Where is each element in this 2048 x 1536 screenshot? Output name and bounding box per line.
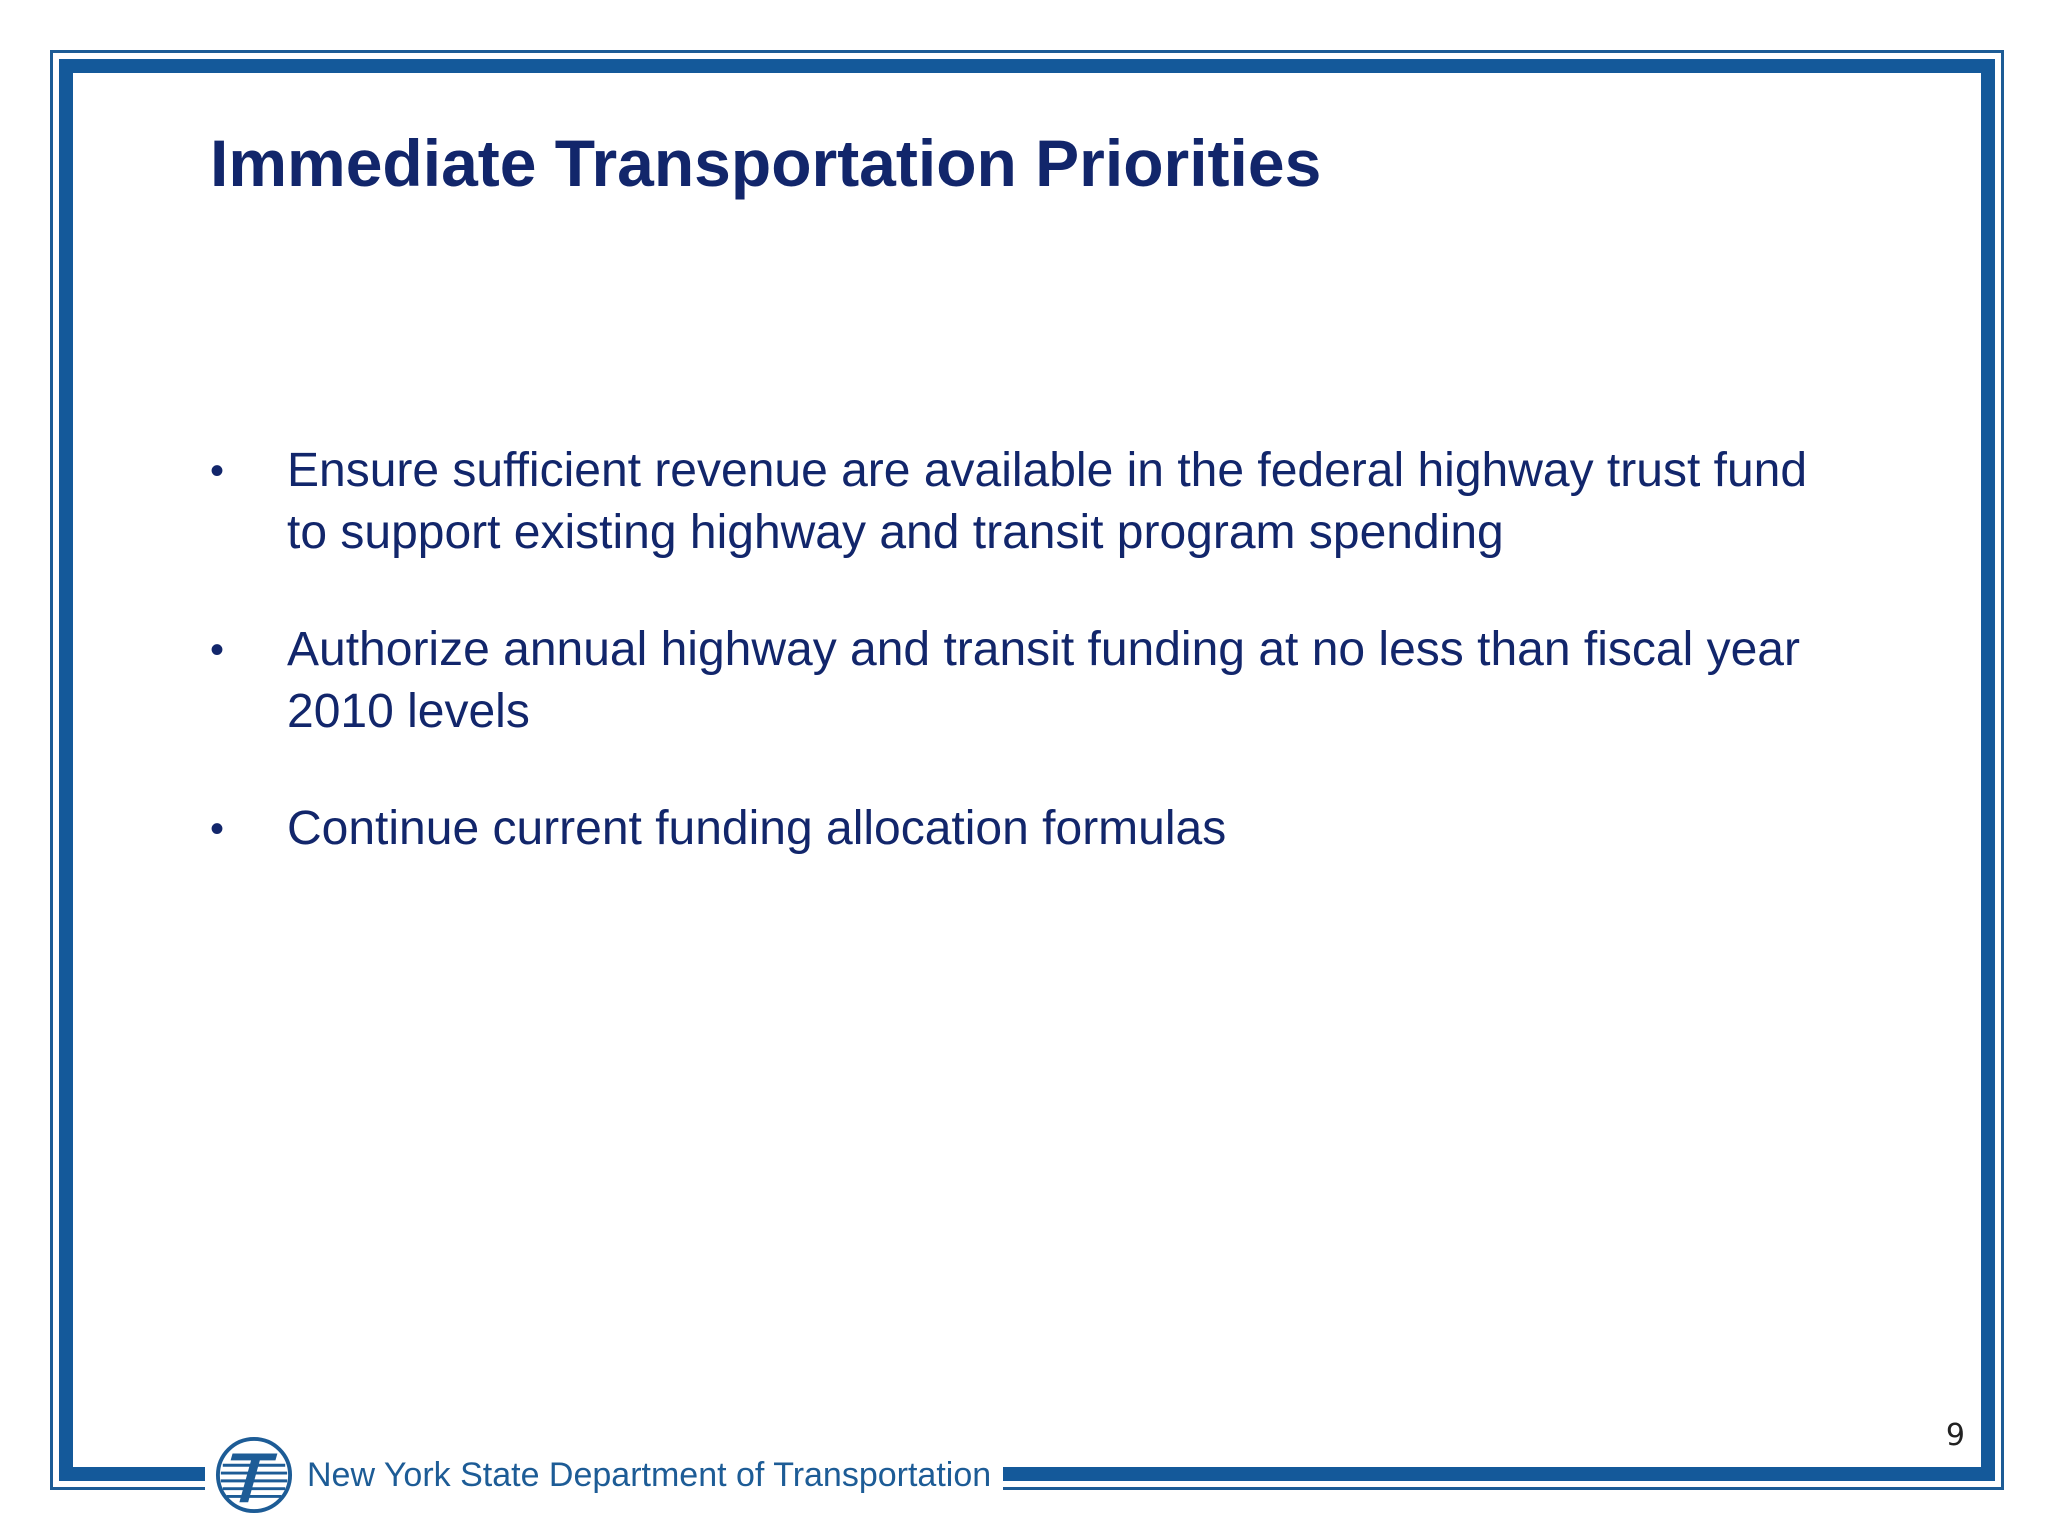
- organization-name: New York State Department of Transportation: [307, 1455, 992, 1494]
- bullet-marker: •: [210, 449, 225, 493]
- bullet-marker: •: [210, 628, 225, 672]
- bullet-list: [210, 440, 1830, 915]
- bullet-text: Continue current funding allocation formulas: [287, 802, 1227, 855]
- page-number: 9: [1945, 1418, 1965, 1453]
- bullet-item: [210, 440, 1830, 564]
- nysdot-logo-icon: [215, 1436, 293, 1514]
- bullet-text: Ensure sufficient revenue are available in the federal highway trust fund to support existing highway and transit program spending: [287, 444, 1808, 559]
- bullet-text: Authorize annual highway and transit funding at no less than fiscal year 2010 levels: [287, 623, 1800, 738]
- slide-title: Immediate Transportation Priorities: [210, 126, 1322, 200]
- bullet-marker: •: [210, 807, 225, 851]
- bullet-item: [210, 798, 1830, 860]
- footer: [205, 1430, 1003, 1520]
- bullet-item: [210, 619, 1830, 743]
